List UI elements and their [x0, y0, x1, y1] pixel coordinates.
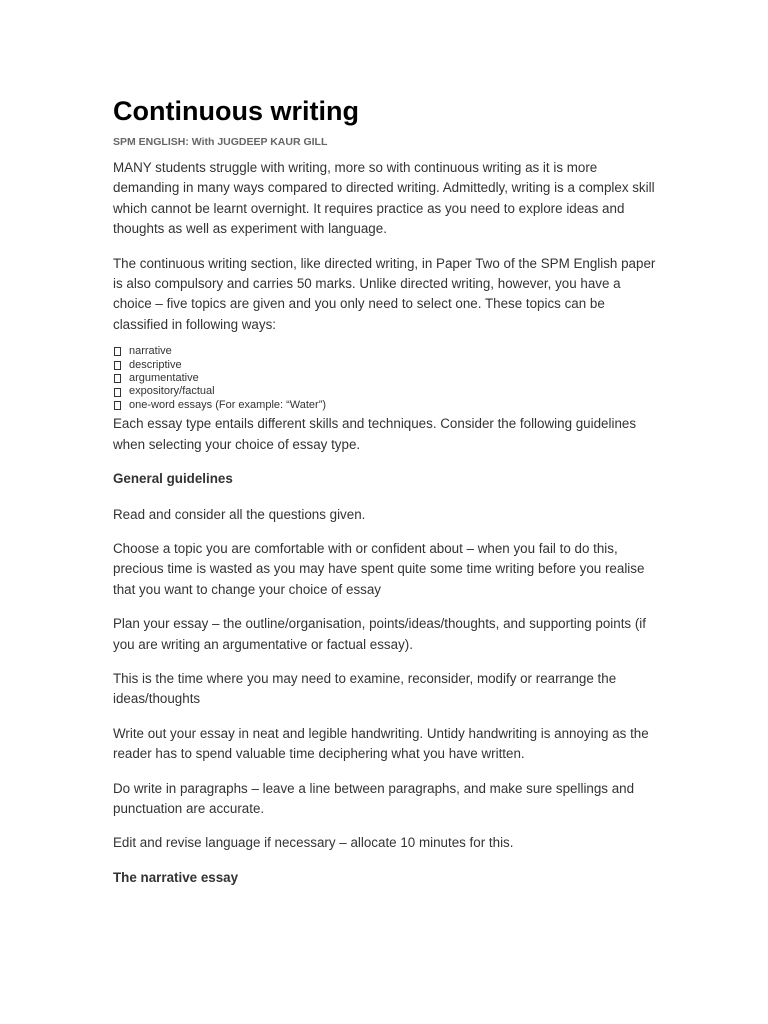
- list-item: [113, 372, 658, 385]
- document-page: [113, 92, 658, 888]
- checkbox-bullet-icon: [114, 347, 121, 356]
- intro-paragraph-1: MANY students struggle with writing, more so with continuous writing as it is more demanding in many ways compared to directed writing. Admittedly, writing is a complex skill which cannot be learnt overnight. It requires practice as you need to explore ideas and thoughts as well as experiment with language.: [113, 160, 655, 237]
- guideline-paragraph: Edit and revise language if necessary – allocate 10 minutes for this.: [113, 835, 514, 851]
- guideline-paragraph: Plan your essay – the outline/organisation, points/ideas/thoughts, and supporting points (if you are writing an argumentative or factual essay).: [113, 616, 646, 652]
- checkbox-bullet-icon: [114, 388, 121, 397]
- after-list-paragraph: Each essay type entails different skills and techniques. Consider the following guidelines when selecting your choice of essay type.: [113, 416, 637, 452]
- list-item-label: narrative: [129, 345, 172, 358]
- checkbox-bullet-icon: [114, 361, 121, 370]
- guideline-paragraph: Write out your essay in neat and legible handwriting. Untidy handwriting is annoying as the reader has to spend valuable time deciphering what you have written.: [113, 725, 649, 762]
- checkbox-bullet-icon: [114, 401, 121, 410]
- byline: SPM ENGLISH: With JUGDEEP KAUR GILL: [113, 136, 328, 148]
- list-item: [113, 399, 658, 412]
- essay-type-list: [113, 345, 658, 412]
- list-item-label: descriptive: [129, 358, 182, 371]
- page-title: Continuous writing: [113, 96, 359, 126]
- guideline-paragraph: Do write in paragraphs – leave a line between paragraphs, and make sure spellings and punctuation are accurate.: [113, 780, 635, 816]
- list-item-label: expository/factual: [129, 385, 215, 398]
- checkbox-bullet-icon: [114, 374, 121, 383]
- list-item-label: one-word essays (For example: “Water”): [129, 398, 327, 411]
- section-heading-narrative-essay: The narrative essay: [113, 869, 239, 885]
- intro-paragraph-2: The continuous writing section, like directed writing, in Paper Two of the SPM English paper is also compulsory and carries 50 marks. Unlike directed writing, however, you have a choice – five topics are given and you only need to select one. These topics can be classified in following ways:: [113, 255, 656, 332]
- section-heading-general-guidelines: General guidelines: [113, 471, 233, 487]
- list-item: [113, 345, 658, 358]
- guideline-paragraph: This is the time where you may need to examine, reconsider, modify or rearrange the ideas/thoughts: [113, 670, 617, 707]
- list-item-label: argumentative: [129, 372, 199, 385]
- list-item: [113, 385, 658, 398]
- guideline-paragraph: Read and consider all the questions given.: [113, 506, 366, 522]
- guideline-paragraph: Choose a topic you are comfortable with or confident about – when you fail to do this, precious time is wasted as you may have spent quite some time writing before you realise that you want to change your choice of essay: [113, 540, 645, 597]
- list-item: [113, 359, 658, 372]
